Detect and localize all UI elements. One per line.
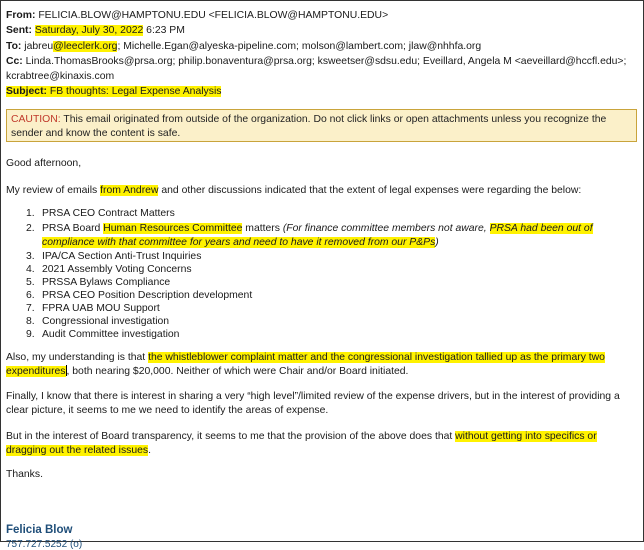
para4-text: But in the interest of Board transparency, it seems to me that the provision of the above does that <box>6 431 456 442</box>
list-number: 9. <box>26 329 35 340</box>
list-item <box>6 276 634 289</box>
email-header <box>6 8 636 100</box>
cc-value: Linda.ThomasBrooks@prsa.org; philip.bonaventura@prsa.org; ksweetser@sdsu.edu; Eveillard, Angela M <aeveillard@hccfl.edu>; <box>25 55 627 67</box>
list-text: matters <box>242 223 283 234</box>
cc-line <box>6 54 636 69</box>
list-text: PRSA CEO Contract Matters <box>42 208 175 219</box>
list-italic-highlight: PRSA had been out of compliance with that committee for years and need to have it removed from our P&Ps <box>42 223 593 248</box>
list-item <box>6 263 634 276</box>
cc-label: Cc: <box>6 55 23 67</box>
paragraph-high-level: Finally, I know that there is interest in sharing a very “high level”/limited review of the expense drivers, but in the interest of providing a clear picture, it seems to me we need to identify the areas of expense. <box>6 391 620 416</box>
list-italic: ) <box>435 236 439 248</box>
expense-list <box>6 207 634 341</box>
intro-text-end: and other discussions indicated that the extent of legal expenses were regarding the below: <box>158 185 582 196</box>
subject-value: FB thoughts: Legal Expense Analysis <box>49 86 222 98</box>
list-text: 2021 Assembly Voting Concerns <box>42 264 192 275</box>
list-item <box>6 328 634 341</box>
to-rest: ; Michelle.Egan@alyeska-pipeline.com; molson@lambert.com; jlaw@nhhfa.org <box>117 40 482 52</box>
to-label: To: <box>6 40 22 52</box>
list-number: 1. <box>26 208 35 219</box>
caution-label: CAUTION: <box>11 114 61 125</box>
caution-banner <box>6 109 637 142</box>
signature-phone: 757.727.5252 (o) <box>6 539 83 550</box>
to-first: jabreu <box>24 40 54 52</box>
list-text: PRSSA Bylaws Compliance <box>42 277 171 288</box>
list-number: 5. <box>26 277 35 288</box>
sent-date: Saturday, July 30, 2022 <box>34 25 144 37</box>
para4-text-end: . <box>148 445 151 456</box>
para2-highlight: the whistleblower complaint matter and the congressional investigation tallied up as the primary two expenditures <box>6 352 605 377</box>
subject-label: Subject: <box>6 86 47 98</box>
list-number: 7. <box>26 303 35 314</box>
thanks-line: Thanks. <box>6 469 43 480</box>
list-text: FPRA UAB MOU Support <box>42 303 160 314</box>
list-item <box>6 289 634 302</box>
list-number: 8. <box>26 316 35 327</box>
para2-text-end: , both nearing $20,000. Neither of which were Chair and/or Board initiated. <box>66 366 409 377</box>
list-text: PRSA CEO Position Description development <box>42 290 253 301</box>
list-number: 3. <box>26 251 35 262</box>
from-value: FELICIA.BLOW@HAMPTONU.EDU <FELICIA.BLOW@HAMPTONU.EDU> <box>38 10 389 21</box>
intro-highlight: from Andrew <box>100 185 159 196</box>
list-number: 2. <box>26 223 35 234</box>
intro-text: My review of emails <box>6 185 101 196</box>
list-text: IPA/CA Section Anti-Trust Inquiries <box>42 251 202 262</box>
signature-name: Felicia Blow <box>6 524 73 536</box>
list-item <box>6 222 634 249</box>
list-text: Congressional investigation <box>42 316 170 327</box>
to-line <box>6 39 636 54</box>
from-line <box>6 8 636 23</box>
from-label: From: <box>6 10 36 21</box>
sent-label: Sent: <box>6 25 32 37</box>
list-highlight: Human Resources Committee <box>103 223 243 234</box>
sent-line <box>6 23 636 38</box>
list-item <box>6 302 634 315</box>
paragraph-transparency <box>6 430 634 458</box>
paragraph-whistleblower <box>6 351 634 379</box>
list-item <box>6 207 634 220</box>
list-number: 6. <box>26 290 35 301</box>
list-italic: (For finance committee members not aware, <box>282 223 490 234</box>
list-item <box>6 315 634 328</box>
cc-continuation: kcrabtree@kinaxis.com <box>6 71 115 83</box>
list-text: PRSA Board <box>42 223 104 234</box>
sent-time: 6:23 PM <box>143 25 185 37</box>
paragraph-intro <box>6 184 634 198</box>
para4-highlight: without getting into specifics or dragging out the related issues <box>6 431 597 456</box>
caution-text: This email originated from outside of the organization. Do not click links or open attachments unless you recognize the sender and know the content is safe. <box>11 114 607 139</box>
email-document <box>1 1 643 550</box>
para2-text: Also, my understanding is that <box>6 352 149 363</box>
greeting: Good afternoon, <box>6 158 82 169</box>
subject-line <box>6 84 636 99</box>
to-highlight: @leeclerk.org <box>53 40 118 52</box>
list-text: Audit Committee investigation <box>42 329 180 340</box>
list-item <box>6 250 634 263</box>
list-number: 4. <box>26 264 35 275</box>
